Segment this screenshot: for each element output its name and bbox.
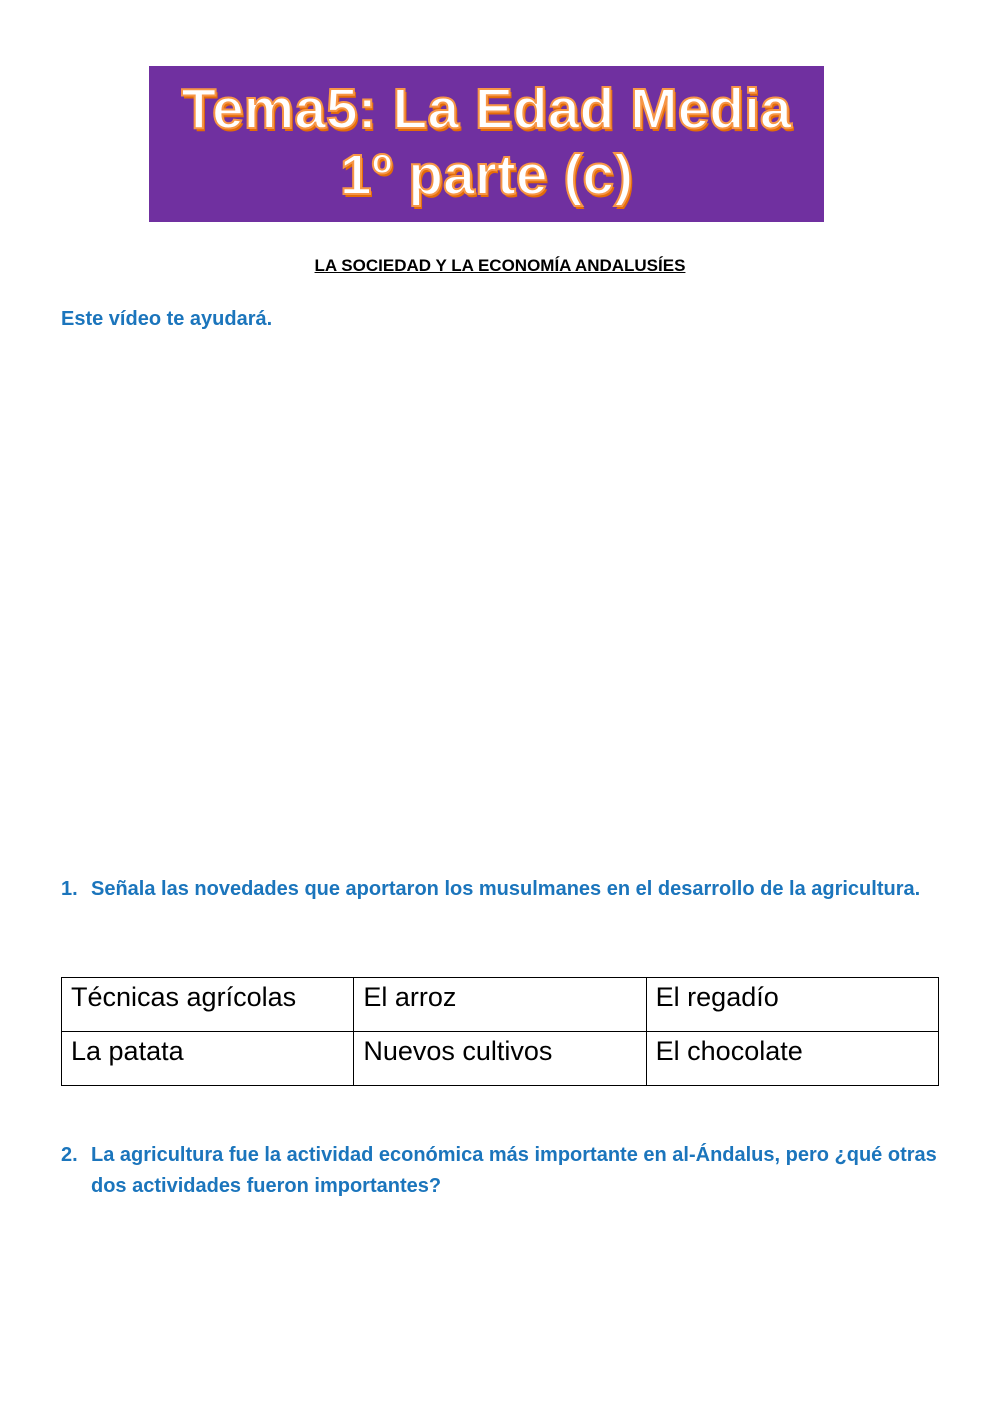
title-banner xyxy=(149,66,824,222)
option-cell[interactable]: El regadío xyxy=(646,978,938,1032)
video-embed-area[interactable] xyxy=(61,345,939,850)
option-cell[interactable]: La patata xyxy=(62,1032,354,1086)
question-1 xyxy=(61,874,939,905)
question-2-number: 2. xyxy=(61,1144,78,1166)
table-row xyxy=(62,978,939,1032)
video-note: Este vídeo te ayudará. xyxy=(61,308,273,330)
option-cell[interactable]: El chocolate xyxy=(646,1032,938,1086)
options-table xyxy=(61,977,939,1086)
question-2 xyxy=(61,1140,939,1202)
option-cell[interactable]: El arroz xyxy=(354,978,646,1032)
table-row xyxy=(62,1032,939,1086)
answer-area[interactable] xyxy=(61,1215,939,1385)
banner-title-line-2: 1º parte (c) xyxy=(339,143,634,207)
section-title: LA SOCIEDAD Y LA ECONOMÍA ANDALUSÍES xyxy=(314,256,686,275)
option-cell[interactable]: Nuevos cultivos xyxy=(354,1032,646,1086)
question-1-number: 1. xyxy=(61,878,78,900)
question-2-text: La agricultura fue la actividad económica más importante en al-Ándalus, pero ¿qué otras dos actividades fueron importantes? xyxy=(91,1144,937,1197)
question-1-text: Señala las novedades que aportaron los musulmanes en el desarrollo de la agricultura. xyxy=(91,878,921,900)
banner-title-line-1: Tema5: La Edad Media xyxy=(181,77,792,141)
option-cell[interactable]: Técnicas agrícolas xyxy=(62,978,354,1032)
